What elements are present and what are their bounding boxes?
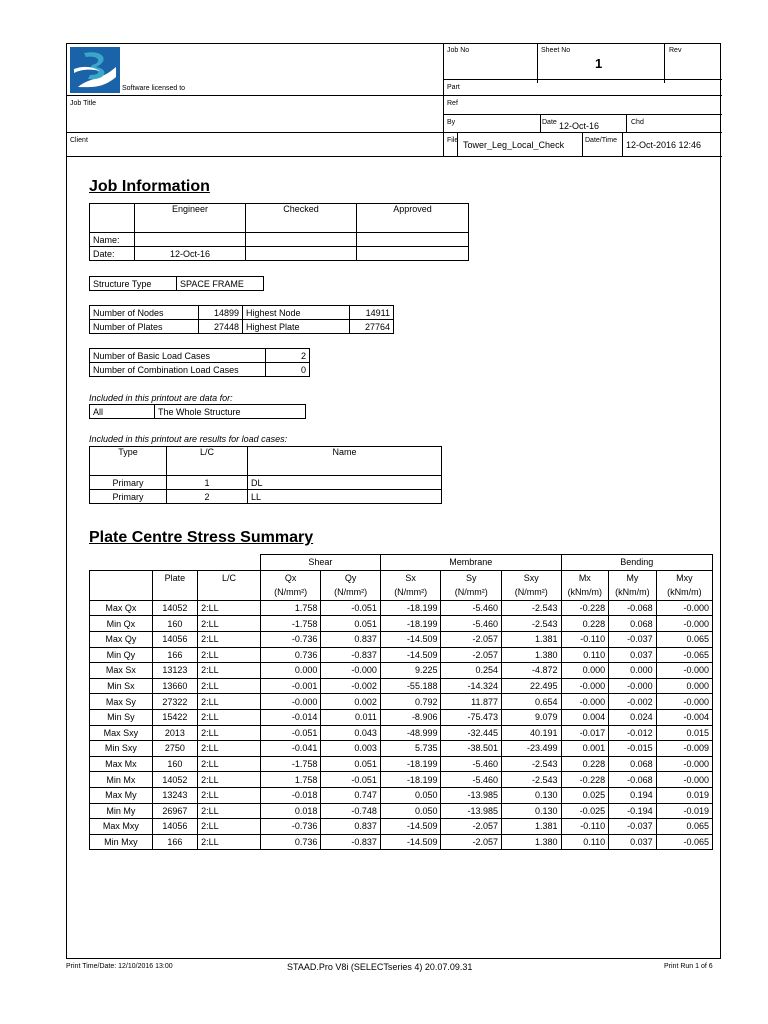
stress-summary-table [89,554,713,850]
lc-number-cell: 1 [167,476,248,490]
units-cell: (N/mm²) [502,585,562,600]
mx-col-header: Mx [561,570,609,585]
mx-cell: -0.000 [561,678,609,694]
file-label: File [447,137,459,144]
stat-label-cell: Max Sxy [90,725,153,741]
sxy-cell: -4.872 [502,663,562,679]
stat-label-cell: Max Qy [90,631,153,647]
sxy-cell: -2.543 [502,600,562,616]
sxy-cell: -2.543 [502,616,562,632]
table-row [90,787,713,803]
sxy-cell: 22.495 [502,678,562,694]
lc-cell: 2:LL [198,616,261,632]
rev-label: Rev [669,47,682,54]
table-row [90,803,713,819]
approved-header: Approved [357,204,469,233]
mx-cell: 0.025 [561,787,609,803]
datetime-value: 12-Oct-2016 12:46 [626,140,702,150]
my-cell: 0.068 [609,756,657,772]
my-cell: 0.068 [609,616,657,632]
basic-lc-value: 2 [266,349,310,363]
job-info-title: Job Information [89,178,210,195]
table-row [90,600,713,616]
plate-col-header: Plate [152,570,197,585]
mx-cell: 0.228 [561,616,609,632]
mxy-cell: 0.065 [656,819,712,835]
stat-label-cell: Min Mx [90,772,153,788]
mxy-cell: 0.065 [656,631,712,647]
sxy-cell: -2.543 [502,772,562,788]
job-title-label: Job Title [70,100,97,107]
highest-plate-value: 27764 [350,320,394,334]
stat-label-cell: Min My [90,803,153,819]
sxy-cell: 1.380 [502,834,562,850]
mxy-cell: -0.000 [656,616,712,632]
qy-cell: 0.011 [321,709,380,725]
qy-cell: 0.837 [321,819,380,835]
sx-cell: 5.735 [380,741,441,757]
lc-cell: 2:LL [198,694,261,710]
plates-label: Number of Plates [90,320,199,334]
lc-type-header: Type [90,447,167,476]
plate-cell: 160 [152,616,197,632]
sx-cell: -14.509 [380,647,441,663]
stat-label-cell: Max Qx [90,600,153,616]
qx-cell: 0.018 [260,803,321,819]
sxy-cell: 1.381 [502,819,562,835]
plate-cell: 2013 [152,725,197,741]
mx-cell: -0.017 [561,725,609,741]
qx-col-header: Qx [260,570,321,585]
sxy-cell: 40.191 [502,725,562,741]
lc-cell: 2:LL [198,709,261,725]
stat-label-cell: Min Sxy [90,741,153,757]
qx-cell: -0.018 [260,787,321,803]
stat-label-cell: Min Sx [90,678,153,694]
sign-off-table [89,203,469,261]
mx-cell: 0.000 [561,663,609,679]
sy-cell: -32.445 [441,725,502,741]
table-row [90,819,713,835]
structure-type-value: SPACE FRAME [177,277,264,291]
mx-cell: 0.228 [561,756,609,772]
sxy-cell: 1.380 [502,647,562,663]
qy-cell: 0.837 [321,631,380,647]
lc-cell: 2:LL [198,725,261,741]
mx-cell: 0.110 [561,834,609,850]
my-col-header: My [609,570,657,585]
plate-cell: 14056 [152,819,197,835]
chd-label: Chd [631,119,644,126]
my-cell: -0.037 [609,819,657,835]
sx-cell: 9.225 [380,663,441,679]
stat-label-cell: Max Sx [90,663,153,679]
shear-group-header: Shear [260,555,380,571]
ref-label: Ref [447,100,458,107]
my-cell: -0.015 [609,741,657,757]
sxy-col-header: Sxy [502,570,562,585]
qx-cell: -0.051 [260,725,321,741]
table-row [90,834,713,850]
mxy-cell: -0.009 [656,741,712,757]
sy-cell: 0.254 [441,663,502,679]
table-row [90,476,442,490]
qy-cell: -0.051 [321,600,380,616]
my-cell: 0.000 [609,663,657,679]
units-cell: (N/mm²) [260,585,321,600]
qx-cell: -1.758 [260,756,321,772]
lc-cell: 2:LL [198,678,261,694]
lc-cell: 2:LL [198,819,261,835]
lc-cell: 2:LL [198,663,261,679]
sxy-cell: 9.079 [502,709,562,725]
plate-cell: 14056 [152,631,197,647]
lc-cell: 2:LL [198,834,261,850]
sx-cell: 0.050 [380,787,441,803]
date-label: Date [542,119,557,126]
table-row [90,678,713,694]
part-label: Part [447,84,460,91]
plate-cell: 26967 [152,803,197,819]
print-time: Print Time/Date: 12/10/2016 13:00 [66,963,173,970]
qy-cell: -0.002 [321,678,380,694]
mxy-cell: -0.000 [656,600,712,616]
mxy-cell: -0.000 [656,756,712,772]
qx-cell: 1.758 [260,600,321,616]
sx-cell: -14.509 [380,631,441,647]
qx-cell: -0.000 [260,694,321,710]
mxy-cell: -0.065 [656,834,712,850]
checked-header: Checked [246,204,357,233]
table-row [90,490,442,504]
nodes-value: 14899 [199,306,243,320]
mx-cell: -0.228 [561,772,609,788]
my-cell: -0.068 [609,600,657,616]
table-row [90,772,713,788]
lc-number-cell: 2 [167,490,248,504]
lc-cell: 2:LL [198,756,261,772]
plate-cell: 27322 [152,694,197,710]
highest-node-label: Highest Node [243,306,350,320]
basic-lc-label: Number of Basic Load Cases [90,349,266,363]
table-row [90,616,713,632]
lc-col-header: L/C [198,570,261,585]
sx-col-header: Sx [380,570,441,585]
stat-label-cell: Min Qx [90,616,153,632]
qx-cell: 0.736 [260,834,321,850]
lc-type-cell: Primary [90,476,167,490]
table-row [90,709,713,725]
stat-label-cell: Min Mxy [90,834,153,850]
sy-cell: -38.501 [441,741,502,757]
qx-cell: 0.000 [260,663,321,679]
date-value: 12-Oct-16 [559,121,600,131]
sy-cell: -2.057 [441,834,502,850]
licensed-label: Software licensed to [122,85,186,92]
sx-cell: -18.199 [380,772,441,788]
sy-cell: -2.057 [441,631,502,647]
sy-cell: -5.460 [441,756,502,772]
lc-cell: 2:LL [198,600,261,616]
file-value: Tower_Leg_Local_Check [463,140,565,150]
date-row-label: Date: [90,247,135,261]
stress-summary-title: Plate Centre Stress Summary [89,529,314,546]
sheet-no-value: 1 [595,56,603,71]
sy-cell: -75.473 [441,709,502,725]
qx-cell: 0.736 [260,647,321,663]
client-label: Client [70,137,88,144]
comb-lc-value: 0 [266,363,310,377]
sxy-cell: -2.543 [502,756,562,772]
table-row [90,725,713,741]
mxy-cell: 0.019 [656,787,712,803]
sy-cell: 11.877 [441,694,502,710]
sy-cell: -5.460 [441,600,502,616]
my-cell: -0.068 [609,772,657,788]
qy-cell: 0.747 [321,787,380,803]
lc-cell: 2:LL [198,647,261,663]
stat-label-cell: Min Qy [90,647,153,663]
structure-type-label: Structure Type [90,277,177,291]
highest-plate-label: Highest Plate [243,320,350,334]
plate-cell: 160 [152,756,197,772]
lc-cell: 2:LL [198,787,261,803]
plate-cell: 14052 [152,600,197,616]
stat-label-cell: Max Sy [90,694,153,710]
units-cell: (kNm/m) [609,585,657,600]
sx-cell: -18.199 [380,616,441,632]
sy-cell: -13.985 [441,803,502,819]
sx-cell: -48.999 [380,725,441,741]
table-row [90,756,713,772]
mxy-cell: -0.004 [656,709,712,725]
datetime-label: Date/Time [585,137,618,144]
sy-cell: -5.460 [441,616,502,632]
mxy-cell: -0.065 [656,647,712,663]
software-version: STAAD.Pro V8i (SELECTseries 4) 20.07.09.31 [287,962,473,972]
lc-cell: 2:LL [198,741,261,757]
qx-cell: -0.041 [260,741,321,757]
mxy-col-header: Mxy [656,570,712,585]
my-cell: -0.002 [609,694,657,710]
sx-cell: -18.199 [380,756,441,772]
my-cell: -0.194 [609,803,657,819]
sx-cell: -8.906 [380,709,441,725]
stat-label-cell: Max Mx [90,756,153,772]
qx-cell: -0.001 [260,678,321,694]
nodes-label: Number of Nodes [90,306,199,320]
lc-number-header: L/C [167,447,248,476]
sx-cell: -55.188 [380,678,441,694]
mx-cell: -0.025 [561,803,609,819]
qx-cell: 1.758 [260,772,321,788]
my-cell: 0.194 [609,787,657,803]
highest-node-value: 14911 [350,306,394,320]
units-cell: (N/mm²) [380,585,441,600]
mxy-cell: -0.019 [656,803,712,819]
by-label: By [447,119,456,126]
table-row [90,741,713,757]
lc-cell: 2:LL [198,631,261,647]
name-label: Name: [90,233,135,247]
sheet-no-label: Sheet No [541,47,571,54]
plates-value: 27448 [199,320,243,334]
qy-col-header: Qy [321,570,380,585]
all-label: All [90,405,155,419]
sx-cell: -14.509 [380,834,441,850]
mx-cell: -0.110 [561,631,609,647]
included-data-table [89,404,306,419]
mx-cell: -0.000 [561,694,609,710]
nodes-plates-table [89,305,394,334]
stat-label-cell: Max Mxy [90,819,153,835]
job-no-label: Job No [447,47,470,54]
sy-cell: -2.057 [441,819,502,835]
sxy-cell: 0.130 [502,787,562,803]
qy-cell: -0.000 [321,663,380,679]
table-row [90,631,713,647]
qx-cell: -1.758 [260,616,321,632]
table-row [90,647,713,663]
qy-cell: -0.051 [321,772,380,788]
units-cell: (N/mm²) [321,585,380,600]
sxy-cell: 0.130 [502,803,562,819]
qy-cell: -0.837 [321,647,380,663]
sx-cell: -14.509 [380,819,441,835]
my-cell: 0.037 [609,647,657,663]
table-row [90,663,713,679]
units-cell: (N/mm²) [441,585,502,600]
units-cell: (kNm/m) [561,585,609,600]
my-cell: -0.000 [609,678,657,694]
engineer-date: 12-Oct-16 [135,247,246,261]
plate-cell: 2750 [152,741,197,757]
load-case-list-table [89,446,442,504]
my-cell: -0.037 [609,631,657,647]
lc-name-header: Name [248,447,442,476]
sx-cell: 0.050 [380,803,441,819]
mxy-cell: 0.015 [656,725,712,741]
my-cell: 0.024 [609,709,657,725]
qx-cell: -0.736 [260,631,321,647]
qy-cell: 0.051 [321,756,380,772]
my-cell: 0.037 [609,834,657,850]
qy-cell: 0.051 [321,616,380,632]
plate-cell: 166 [152,647,197,663]
stat-label-cell: Min Sy [90,709,153,725]
mxy-cell: 0.000 [656,678,712,694]
qy-cell: -0.837 [321,834,380,850]
comb-lc-label: Number of Combination Load Cases [90,363,266,377]
sy-cell: -5.460 [441,772,502,788]
bending-group-header: Bending [561,555,712,571]
mx-cell: -0.228 [561,600,609,616]
mxy-cell: -0.000 [656,694,712,710]
sxy-cell: 0.654 [502,694,562,710]
membrane-group-header: Membrane [380,555,561,571]
mx-cell: -0.110 [561,819,609,835]
print-run: Print Run 1 of 6 [664,963,713,970]
all-value: The Whole Structure [155,405,306,419]
bentley-logo [70,47,120,93]
mxy-cell: -0.000 [656,772,712,788]
my-cell: -0.012 [609,725,657,741]
qx-cell: -0.736 [260,819,321,835]
lc-cell: 2:LL [198,803,261,819]
plate-cell: 13660 [152,678,197,694]
qy-cell: 0.002 [321,694,380,710]
mx-cell: 0.001 [561,741,609,757]
plate-cell: 14052 [152,772,197,788]
sx-cell: 0.792 [380,694,441,710]
report-sheet [66,43,721,959]
included-data-note: Included in this printout are data for: [89,393,233,403]
qy-cell: 0.003 [321,741,380,757]
plate-cell: 15422 [152,709,197,725]
plate-cell: 166 [152,834,197,850]
stat-label-cell: Max My [90,787,153,803]
included-results-note: Included in this printout are results for load cases: [89,434,288,444]
sy-col-header: Sy [441,570,502,585]
lc-type-cell: Primary [90,490,167,504]
sx-cell: -18.199 [380,600,441,616]
lc-cell: 2:LL [198,772,261,788]
mx-cell: 0.004 [561,709,609,725]
qy-cell: -0.748 [321,803,380,819]
mx-cell: 0.110 [561,647,609,663]
engineer-header: Engineer [135,204,246,233]
table-row [90,694,713,710]
lc-name-cell: LL [248,490,442,504]
sy-cell: -2.057 [441,647,502,663]
sxy-cell: -23.499 [502,741,562,757]
mxy-cell: -0.000 [656,663,712,679]
lc-name-cell: DL [248,476,442,490]
units-cell: (kNm/m) [656,585,712,600]
sy-cell: -13.985 [441,787,502,803]
qx-cell: -0.014 [260,709,321,725]
sxy-cell: 1.381 [502,631,562,647]
plate-cell: 13243 [152,787,197,803]
sy-cell: -14.324 [441,678,502,694]
structure-type-table [89,276,264,291]
qy-cell: 0.043 [321,725,380,741]
load-cases-count-table [89,348,310,377]
plate-cell: 13123 [152,663,197,679]
